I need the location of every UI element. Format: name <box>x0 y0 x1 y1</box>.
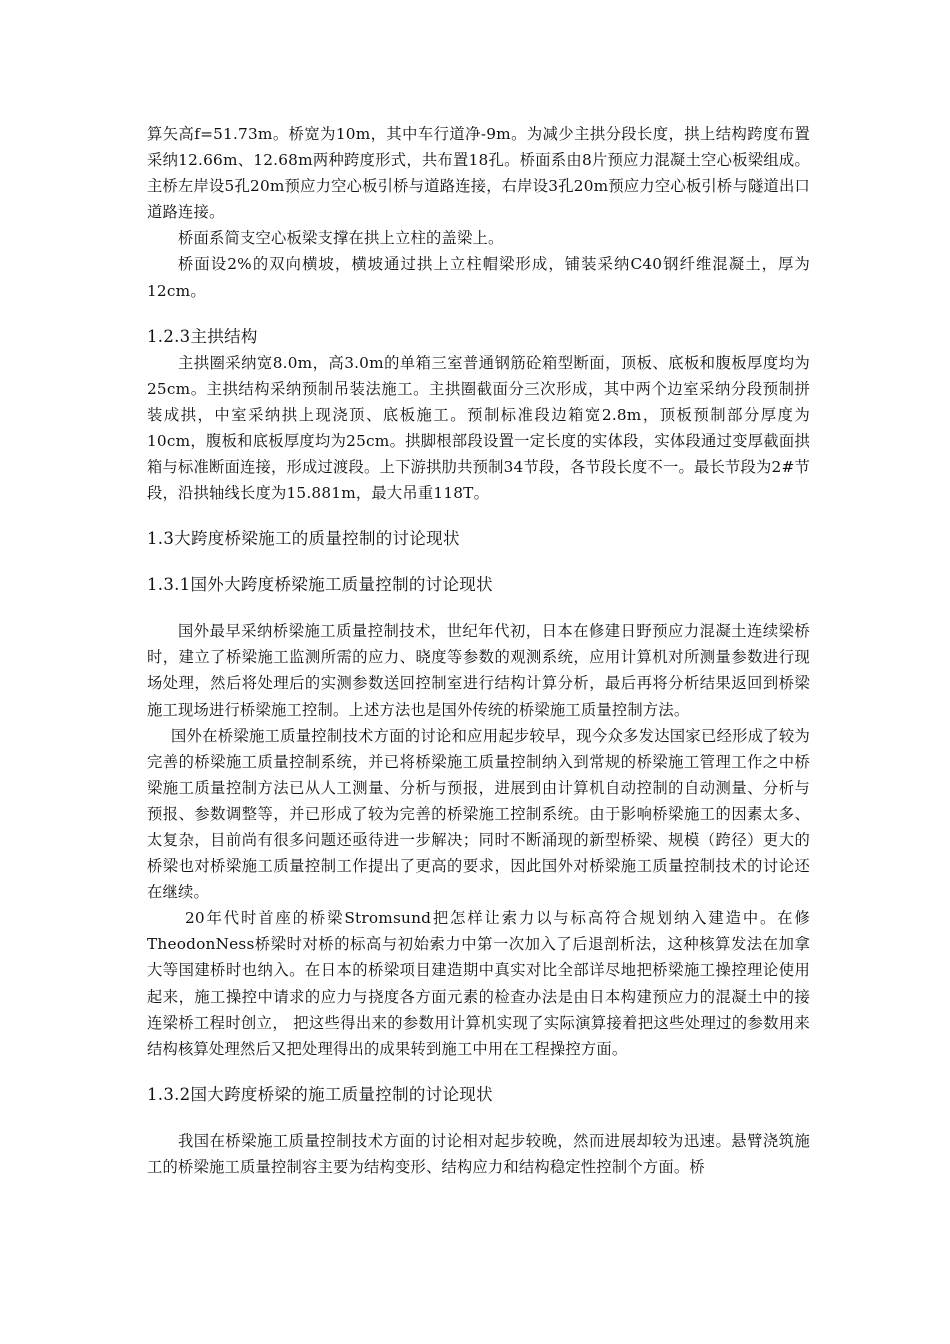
heading-1-2-3: 1.2.3主拱结构 <box>147 326 258 346</box>
heading-1-3-1: 1.3.1国外大跨度桥梁施工质量控制的讨论现状 <box>147 575 493 595</box>
heading-1-3: 1.3大跨度桥梁施工的质量控制的讨论现状 <box>147 529 460 549</box>
paragraph-bridge-dimensions: 算矢高f=51.73m。桥宽为10m，其中车行道净-9m。为减少主拱分段长度，拱上结构跨度布置采纳12.66m、12.68m两种跨度形式，共布置18孔。桥面系由8片预应力混凝土空心板梁组成。主桥左岸设5孔20m预应力空心板引桥与道路连接，右岸设3孔20m预应力空心板引桥与隧道出口道路连接。 <box>147 125 810 222</box>
paragraph-foreign-history: 20年代时首座的桥梁Stromsund把怎样让索力以与标高符合规划纳入建造中。在修TheodonNess桥梁时对桥的标高与初始索力中第一次加入了后退剖析法，这种核算发法在加拿大等国建桥时也纳入。在日本的桥梁项目建造期中真实对比全部详尽地把桥梁施工操控理论使用起来，施工操控中请求的应力与挠度各方面元素的检查办法是由日本构建预应力的混凝土中的接连梁桥工程时创立， 把这些得出来的参数用计算机实现了实际演算接着把这些处理过的参数用来结构核算处理然后又把处理得出的成果转到施工中用在工程操控方面。 <box>147 909 810 1058</box>
paragraph-foreign-systems: 国外在桥梁施工质量控制技术方面的讨论和应用起步较早，现今众多发达国家已经形成了较为完善的桥梁施工质量控制系统，并已将桥梁施工质量控制纳入到常规的桥梁施工管理工作之中桥梁施工质量控制方法已从人工测量、分析与预报，进展到由计算机自动控制的自动测量、分析与预报、参数调整等，并已形成了较为完善的桥梁施工控制系统。由于影响桥梁施工的因素太多、太复杂，目前尚有很多问题还亟待进一步解决；同时不断涌现的新型桥梁、规模（跨径）更大的桥梁也对桥梁施工质量控制工作提出了更高的要求，因此国外对桥梁施工质量控制技术的讨论还在继续。 <box>147 726 810 902</box>
paragraph-deck-slope: 桥面设2%的双向横坡，横坡通过拱上立柱帽梁形成，铺装采纳C40钢纤维混凝土，厚为12cm。 <box>147 255 810 300</box>
paragraph-deck-support: 桥面系简支空心板梁支撑在拱上立柱的盖梁上。 <box>178 229 504 248</box>
paragraph-main-arch: 主拱圈采纳宽8.0m，高3.0m的单箱三室普通钢筋砼箱型断面，顶板、底板和腹板厚度均为25cm。主拱结构采纳预制吊装法施工。主拱圈截面分三次形成，其中两个边室采纳分段预制拼装成拱，中室采纳拱上现浇顶、底板施工。预制标准段边箱宽2.8m，顶板预制部分厚度为10cm，腹板和底板厚度均为25cm。拱脚根部段设置一定长度的实体段，实体段通过变厚截面拱箱与标准断面连接，形成过渡段。上下游拱肋共预制34节段，各节段长度不一。最长节段为2#节段，沿拱轴线长度为15.881m，最大吊重118T。 <box>147 353 810 503</box>
paragraph-domestic-status: 我国在桥梁施工质量控制技术方面的讨论相对起步较晚，然而进展却较为迅速。悬臂浇筑施工的桥梁施工质量控制容主要为结构变形、结构应力和结构稳定性控制个方面。桥 <box>147 1131 810 1176</box>
heading-1-3-2: 1.3.2国大跨度桥梁的施工质量控制的讨论现状 <box>147 1084 493 1104</box>
paragraph-foreign-early: 国外最早采纳桥梁施工质量控制技术，世纪年代初，日本在修建日野预应力混凝土连续梁桥时，建立了桥梁施工监测所需的应力、晓度等参数的观测系统，应用计算机对所测量参数进行现场处理，然后将处理后的实测参数送回控制室进行结构计算分析，最后再将分析结果返回到桥梁施工现场进行桥梁施工控制。上述方法也是国外传统的桥梁施工质量控制方法。 <box>147 622 810 719</box>
